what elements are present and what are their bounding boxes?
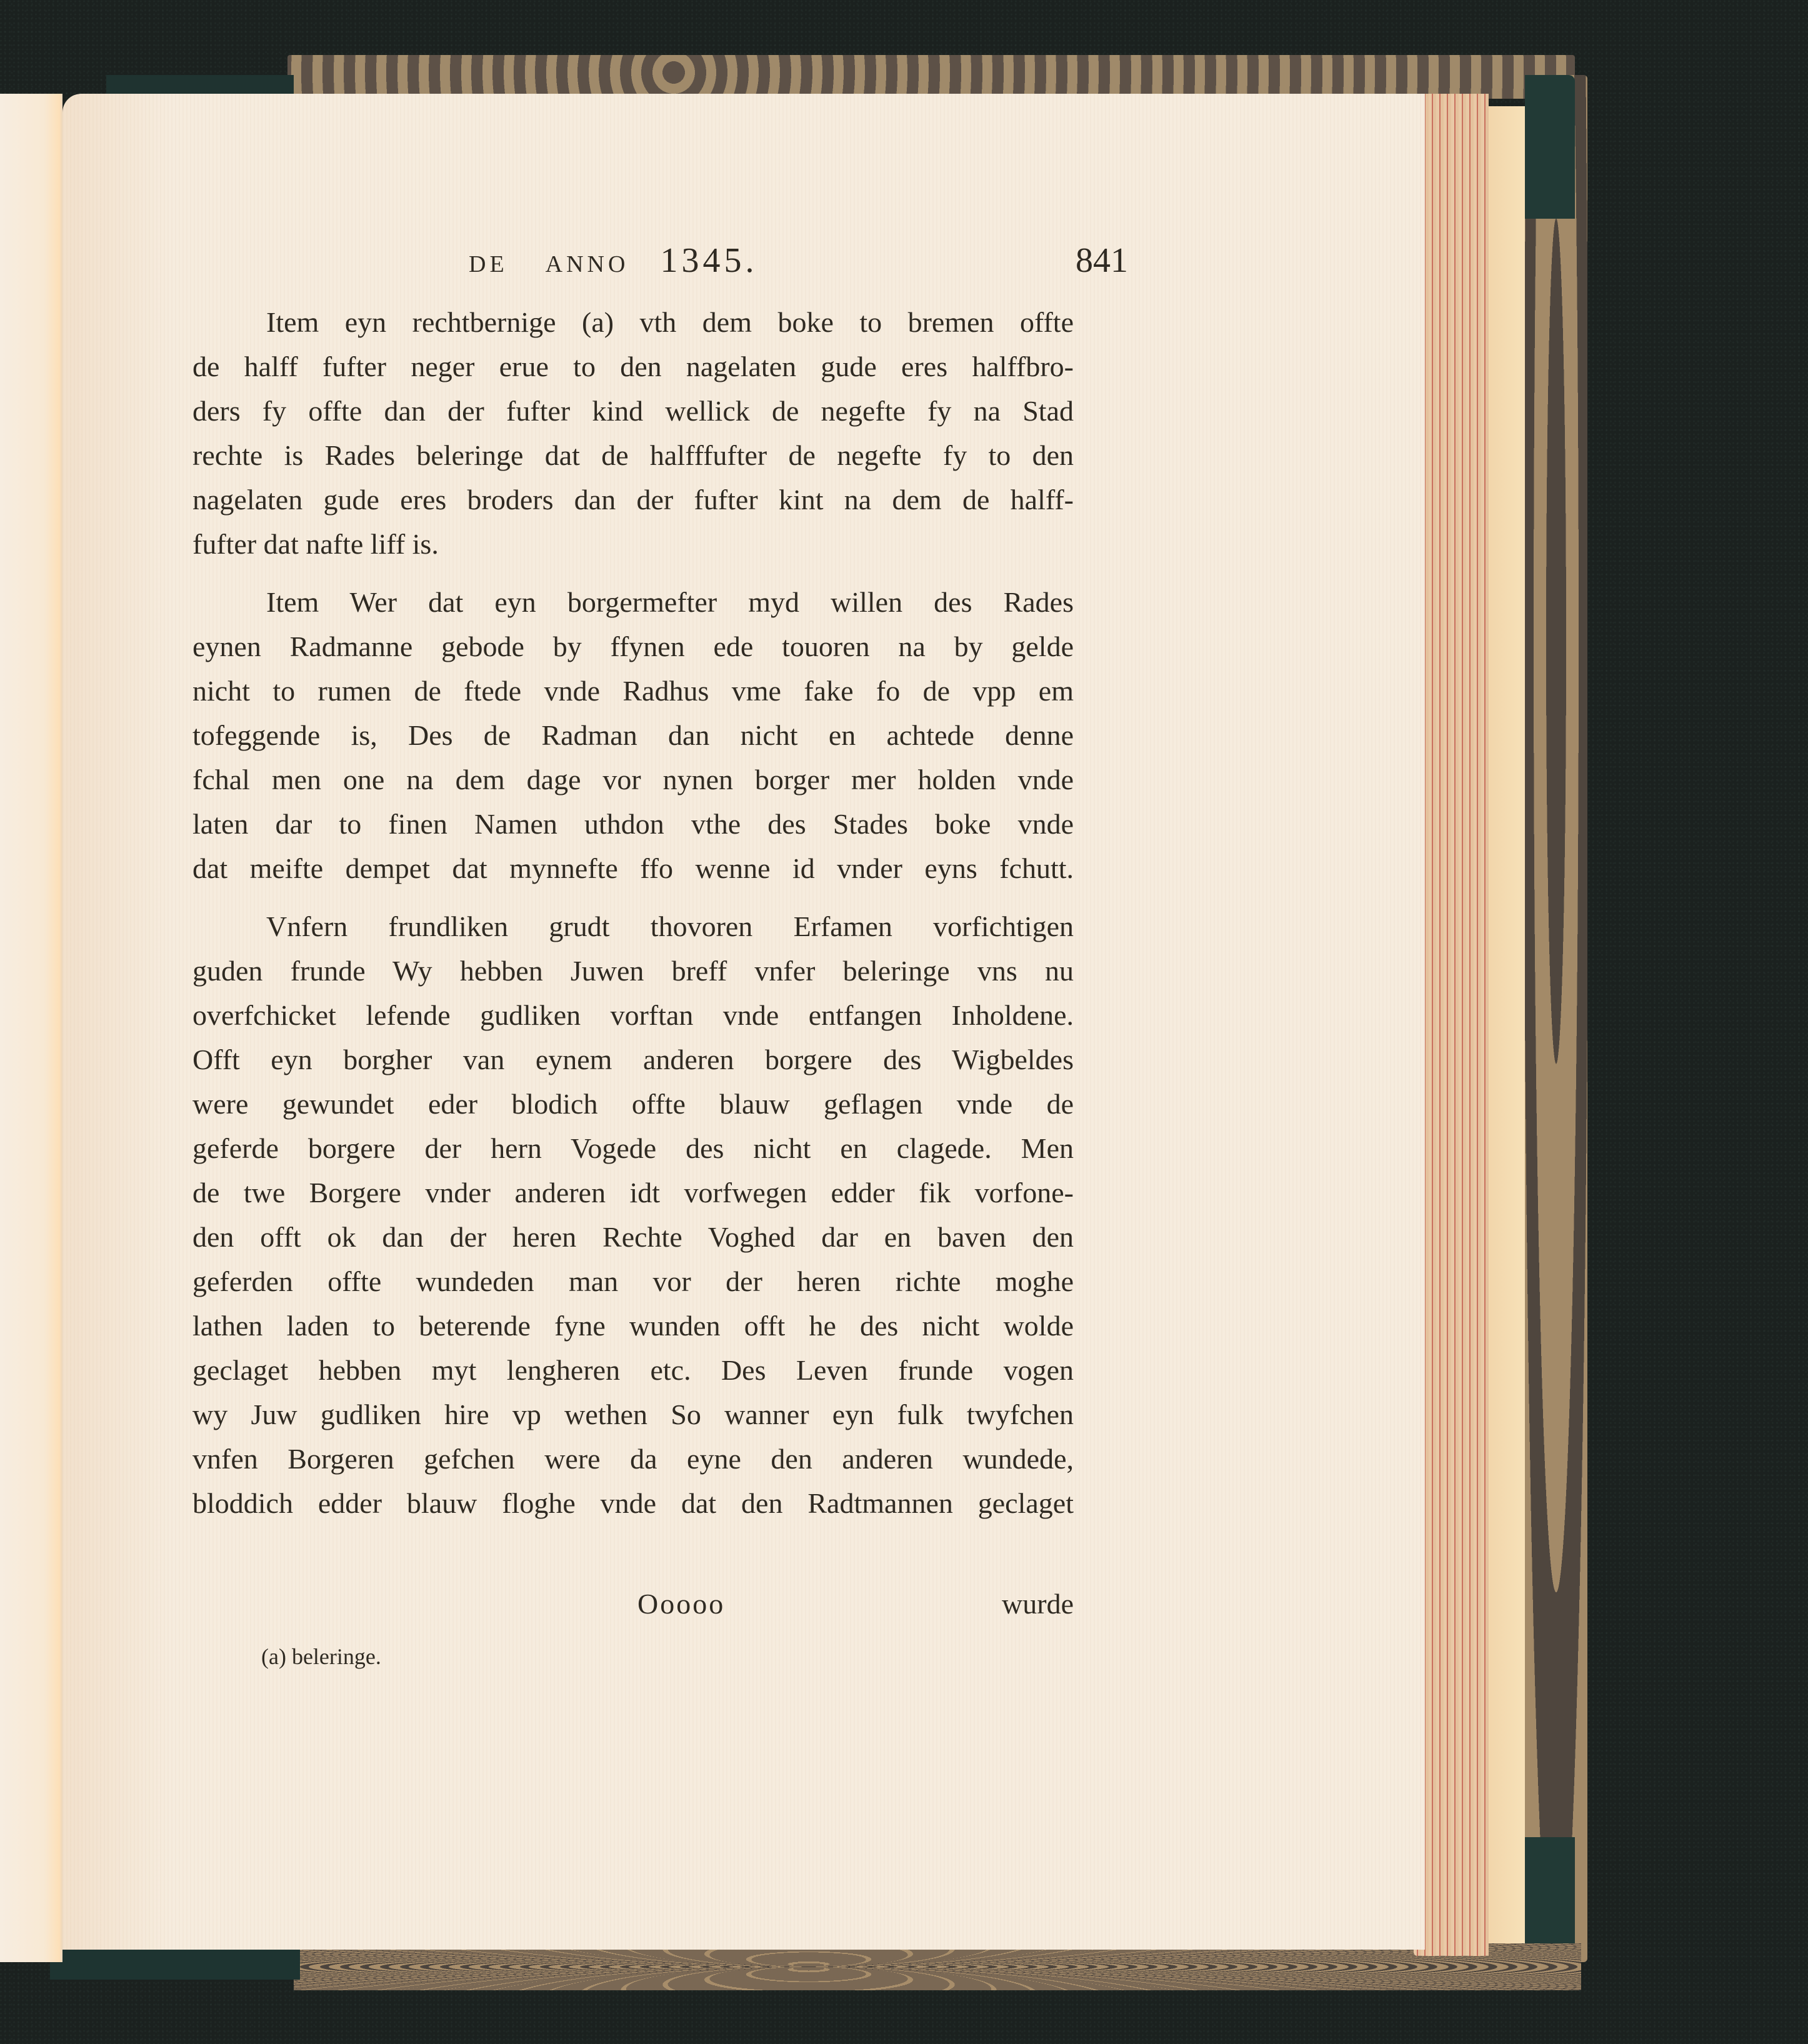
running-head-anno: ANNO — [545, 251, 629, 277]
body-text — [192, 300, 1074, 1539]
text-line: nagelaten gude eres broders dan der fufter kint na dem de halff- — [192, 484, 1074, 516]
page-fore-edge — [1414, 94, 1489, 1956]
text-line: rechte is Rades beleringe dat de halfffufter de negefte fy to den — [192, 439, 1074, 471]
text-line: tofeggende is, Des de Radman dan nicht en achtede denne — [192, 719, 1074, 751]
text-line: Vnfern frundliken grudt thovoren Erfamen vorfichtigen — [266, 910, 1074, 942]
text-line: overfchicket lefende gudliken vorftan vnde entfangen Inholdene. — [192, 999, 1074, 1031]
book-page — [62, 94, 1425, 1950]
signature-mark: Ooooo — [637, 1588, 726, 1620]
cover-right-marbled — [1525, 75, 1587, 1962]
paragraph-1 — [192, 300, 1074, 566]
left-page-edge — [0, 94, 62, 1962]
text-line: vnfen Borgeren gefchen were da eyne den anderen wundede, — [192, 1443, 1074, 1475]
cover-corner-top-right — [1525, 75, 1575, 219]
text-line: nicht to rumen de ftede vnde Radhus vme fake fo de vpp em — [192, 675, 1074, 707]
text-line: fchal men one na dem dage vor nynen borger mer holden vnde — [192, 764, 1074, 795]
text-line: eynen Radmanne gebode by ffynen ede touoren na by gelde — [192, 631, 1074, 662]
text-line: dat meifte dempet dat mynnefte ffo wenne id vnder eyns fchutt. — [192, 852, 1074, 884]
text-line: laten dar to finen Namen uthdon vthe des Stades boke vnde — [192, 808, 1074, 840]
text-line: ders fy offte dan der fufter kind wellick de negefte fy na Stad — [192, 395, 1074, 427]
text-line: lathen laden to beterende fyne wunden offt he des nicht wolde — [192, 1310, 1074, 1342]
paragraph-3 — [192, 904, 1074, 1525]
text-line: were gewundet eder blodich offte blauw geflagen vnde de — [192, 1088, 1074, 1120]
cover-bottom-marbled — [294, 1943, 1581, 1990]
text-line: Item eyn rechtbernige (a) vth dem boke to bremen offte — [266, 306, 1074, 338]
text-line: den offt ok dan der heren Rechte Voghed dar en baven den — [192, 1221, 1074, 1253]
running-head-year: 1345. — [660, 241, 758, 280]
text-line: Offt eyn borgher van eynem anderen borgere des Wigbeldes — [192, 1044, 1074, 1075]
text-line: de twe Borgere vnder anderen idt vorfwegen edder fik vorfone- — [192, 1177, 1074, 1209]
footnote: (a) beleringe. — [261, 1644, 381, 1669]
text-line: geferden offte wundeden man vor der heren richte moghe — [192, 1265, 1074, 1297]
paragraph-2 — [192, 580, 1074, 890]
page-number: 841 — [1076, 241, 1128, 280]
text-line: bloddich edder blauw floghe vnde dat den Radtmannen geclaget — [192, 1487, 1074, 1519]
text-line: fufter dat nafte liff is. — [192, 528, 439, 560]
cover-top-marbled — [287, 55, 1575, 99]
text-line: de halff fufter neger erue to den nagelaten gude eres halffbro- — [192, 351, 1074, 382]
text-line: Item Wer dat eyn borgermefter myd willen des Rades — [266, 586, 1074, 618]
catchword: wurde — [1002, 1588, 1074, 1620]
cover-bottom-leather — [50, 1950, 300, 1980]
text-line: geclaget hebben myt lengheren etc. Des Leven frunde vogen — [192, 1354, 1074, 1386]
running-head-de: DE — [469, 251, 508, 277]
page-foot — [192, 1587, 1074, 1625]
running-head — [469, 241, 1128, 291]
text-line: guden frunde Wy hebben Juwen breff vnfer beleringe vns nu — [192, 955, 1074, 987]
text-line: wy Juw gudliken hire vp wethen So wanner eyn fulk twyfchen — [192, 1398, 1074, 1430]
text-line: geferde borgere der hern Vogede des nicht en clagede. Men — [192, 1132, 1074, 1164]
